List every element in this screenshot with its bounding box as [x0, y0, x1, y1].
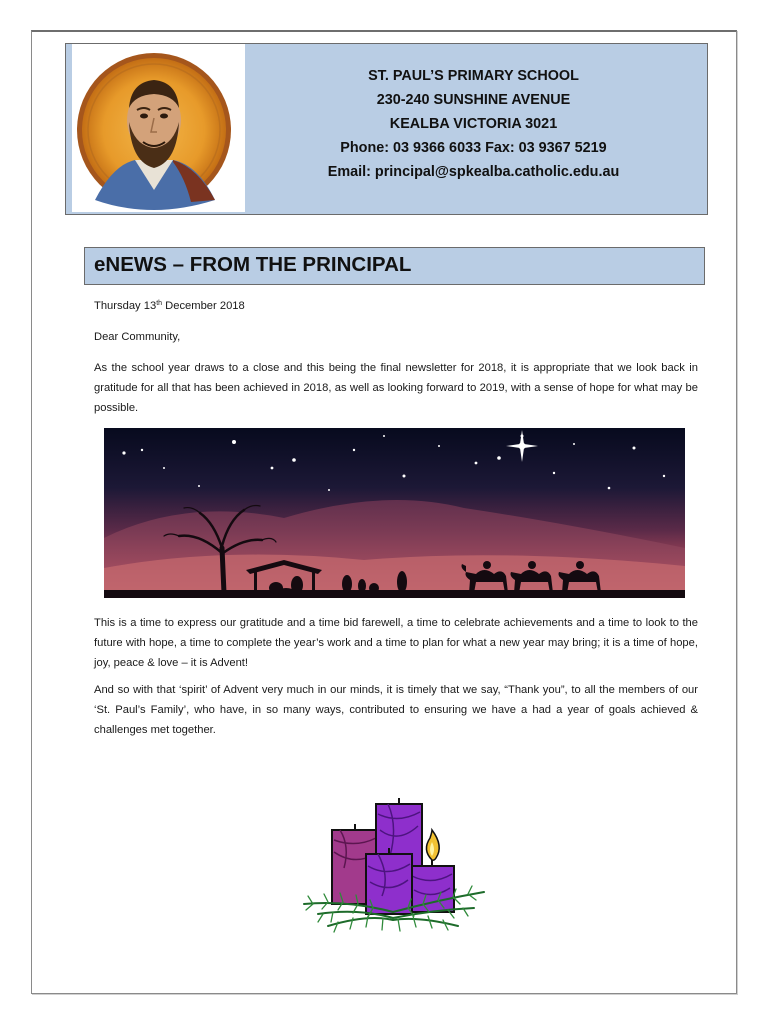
- school-name: ST. PAUL’S PRIMARY SCHOOL: [368, 68, 579, 84]
- saint-paul-icon: [73, 50, 236, 213]
- advent-candles-icon: [298, 796, 488, 944]
- date-suffix: th: [156, 300, 163, 307]
- nativity-night-scene-image: [104, 428, 685, 598]
- phone-fax: Phone: 03 9366 6033 Fax: 03 9367 5219: [340, 140, 607, 156]
- greeting: Dear Community,: [94, 331, 181, 343]
- date-rest: December 2018: [162, 300, 245, 312]
- address-line-2: KEALBA VICTORIA 3021: [389, 116, 558, 132]
- paragraph-thank-you: And so with that ‘spirit’ of Advent very much in our minds, it is timely that we say, “Thank you”, to all the members of our ‘St. Paul’s Family’, who have, in so many ways, contributed to ensuring we have a had a year of goals achieved & challenges met together.: [94, 684, 698, 736]
- school-header: [65, 43, 708, 215]
- email: Email: principal@spkealba.catholic.edu.au: [327, 164, 620, 180]
- school-contact-block: [246, 64, 701, 184]
- newsletter-title-bar: [84, 247, 705, 285]
- paragraph-intro: As the school year draws to a close and this being the final newsletter for 2018, it is appropriate that we look back in gratitude for all that has been achieved in 2018, as well as looking forward to 2019, with a sense of hope for what may be possible.: [94, 362, 698, 414]
- address-line-1: 230-240 SUNSHINE AVENUE: [376, 92, 571, 108]
- paragraph-advent: This is a time to express our gratitude and a time bid farewell, a time to celebrate achievements and a time to look to the future with hope, a time to complete the year’s work and a time to plan for what a new year may bring; it is a time of hope, joy, peace & love – it is Advent!: [94, 617, 698, 669]
- date-day: Thursday 13: [94, 300, 157, 312]
- newsletter-date: [94, 296, 698, 316]
- newsletter-title: eNEWS – FROM THE PRINCIPAL: [94, 253, 412, 276]
